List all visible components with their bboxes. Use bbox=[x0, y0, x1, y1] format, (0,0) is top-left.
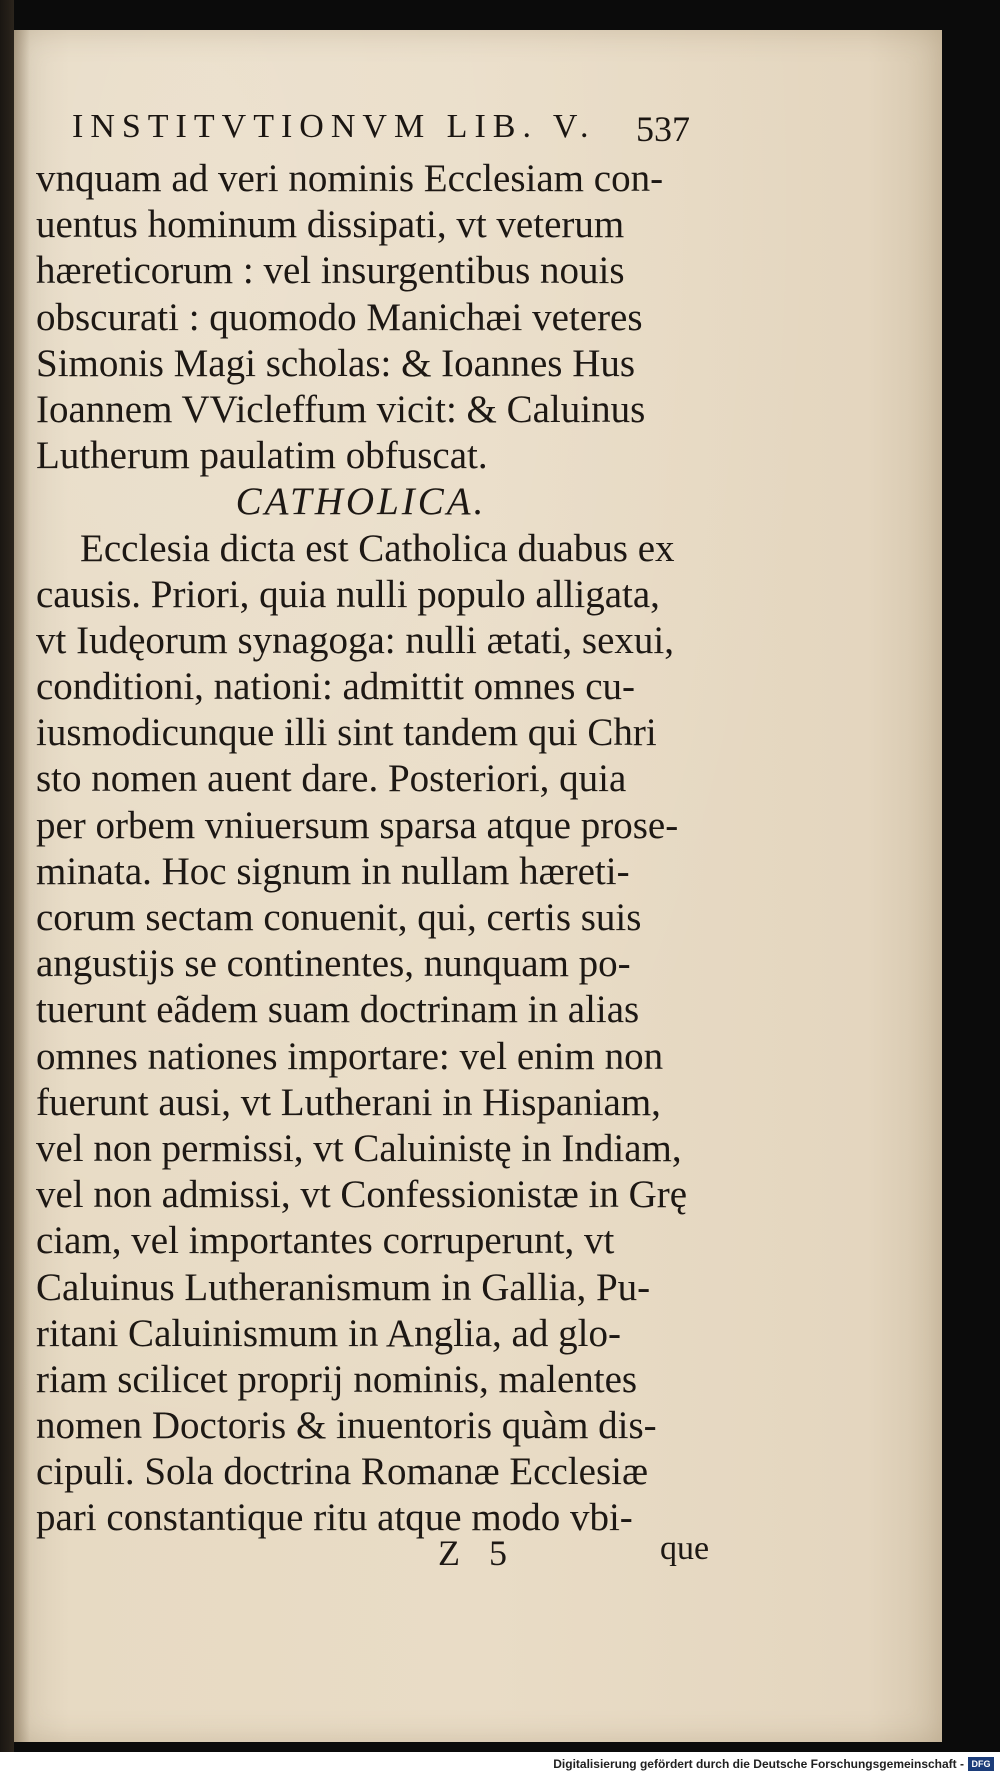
text-line: vel non admissi, vt Confessionistæ in Grę bbox=[36, 1173, 688, 1217]
text-line: pari constantique ritu atque modo vbi- bbox=[36, 1496, 633, 1540]
catchword: que bbox=[660, 1530, 710, 1567]
digitization-note: Digitalisierung gefördert durch die Deutsche Forschungsgemeinschaft - bbox=[553, 1757, 964, 1771]
text-line: obscurati : quomodo Manichæi veteres bbox=[36, 295, 643, 339]
text-line: vt Iudęorum synagoga: nulli ætati, sexui, bbox=[36, 618, 674, 662]
text-line: Ecclesia dicta est Catholica duabus ex bbox=[80, 526, 675, 570]
section-heading: CATHOLICA. bbox=[235, 480, 487, 524]
text-line: per orbem vniuersum sparsa atque prose- bbox=[36, 803, 679, 847]
signature-mark: Z 5 bbox=[438, 1533, 517, 1573]
text-line: fuerunt ausi, vt Lutherani in Hispaniam, bbox=[36, 1080, 661, 1124]
text-line: nomen Doctoris & inuentoris quàm dis- bbox=[36, 1404, 657, 1448]
text-line: conditioni, nationi: admittit omnes cu- bbox=[36, 665, 635, 709]
text-line: ciam, vel importantes corruperunt, vt bbox=[36, 1219, 615, 1263]
text-line: ritani Caluinismum in Anglia, ad glo- bbox=[36, 1311, 621, 1355]
text-line: minata. Hoc signum in nullam hæreti- bbox=[36, 849, 630, 893]
running-title: INSTITVTIONVM LIB. V. bbox=[72, 108, 596, 145]
text-line: omnes nationes importare: vel enim non bbox=[36, 1034, 664, 1078]
text-line: vel non permissi, vt Caluinistę in Indiam, bbox=[36, 1126, 682, 1170]
text-line: riam scilicet proprij nominis, malentes bbox=[36, 1357, 638, 1401]
text-line: uentus hominum dissipati, vt veterum bbox=[36, 203, 625, 247]
text-line: Ioannem VVicleffum vicit: & Caluinus bbox=[36, 387, 646, 431]
text-line: vnquam ad veri nominis Ecclesiam con- bbox=[36, 157, 664, 200]
text-line: causis. Priori, quia nulli populo alligata, bbox=[36, 572, 660, 616]
text-line: Lutherum paulatim obfuscat. bbox=[36, 434, 488, 478]
text-line: Caluinus Lutheranismum in Gallia, Pu- bbox=[36, 1265, 651, 1309]
text-line: tuerunt eãdem suam doctrinam in alias bbox=[36, 988, 640, 1032]
dfg-logo: DFG bbox=[968, 1757, 994, 1771]
text-line: angustijs se continentes, nunquam po- bbox=[36, 942, 631, 986]
text-line: sto nomen auent dare. Posteriori, quia bbox=[36, 757, 627, 801]
text-line: cipuli. Sola doctrina Romanæ Ecclesiæ bbox=[36, 1450, 648, 1494]
page-gutter-shadow bbox=[14, 30, 30, 1742]
text-line: hæreticorum : vel insurgentibus nouis bbox=[36, 249, 625, 293]
page-text bbox=[36, 156, 716, 1542]
text-line: corum sectam conuenit, qui, certis suis bbox=[36, 896, 642, 939]
page-number: 537 bbox=[636, 109, 690, 149]
text-line: Simonis Magi scholas: & Ioannes Hus bbox=[36, 341, 636, 385]
scan-edge-left bbox=[0, 0, 14, 1780]
text-line: iusmodicunque illi sint tandem qui Chri bbox=[36, 711, 657, 755]
